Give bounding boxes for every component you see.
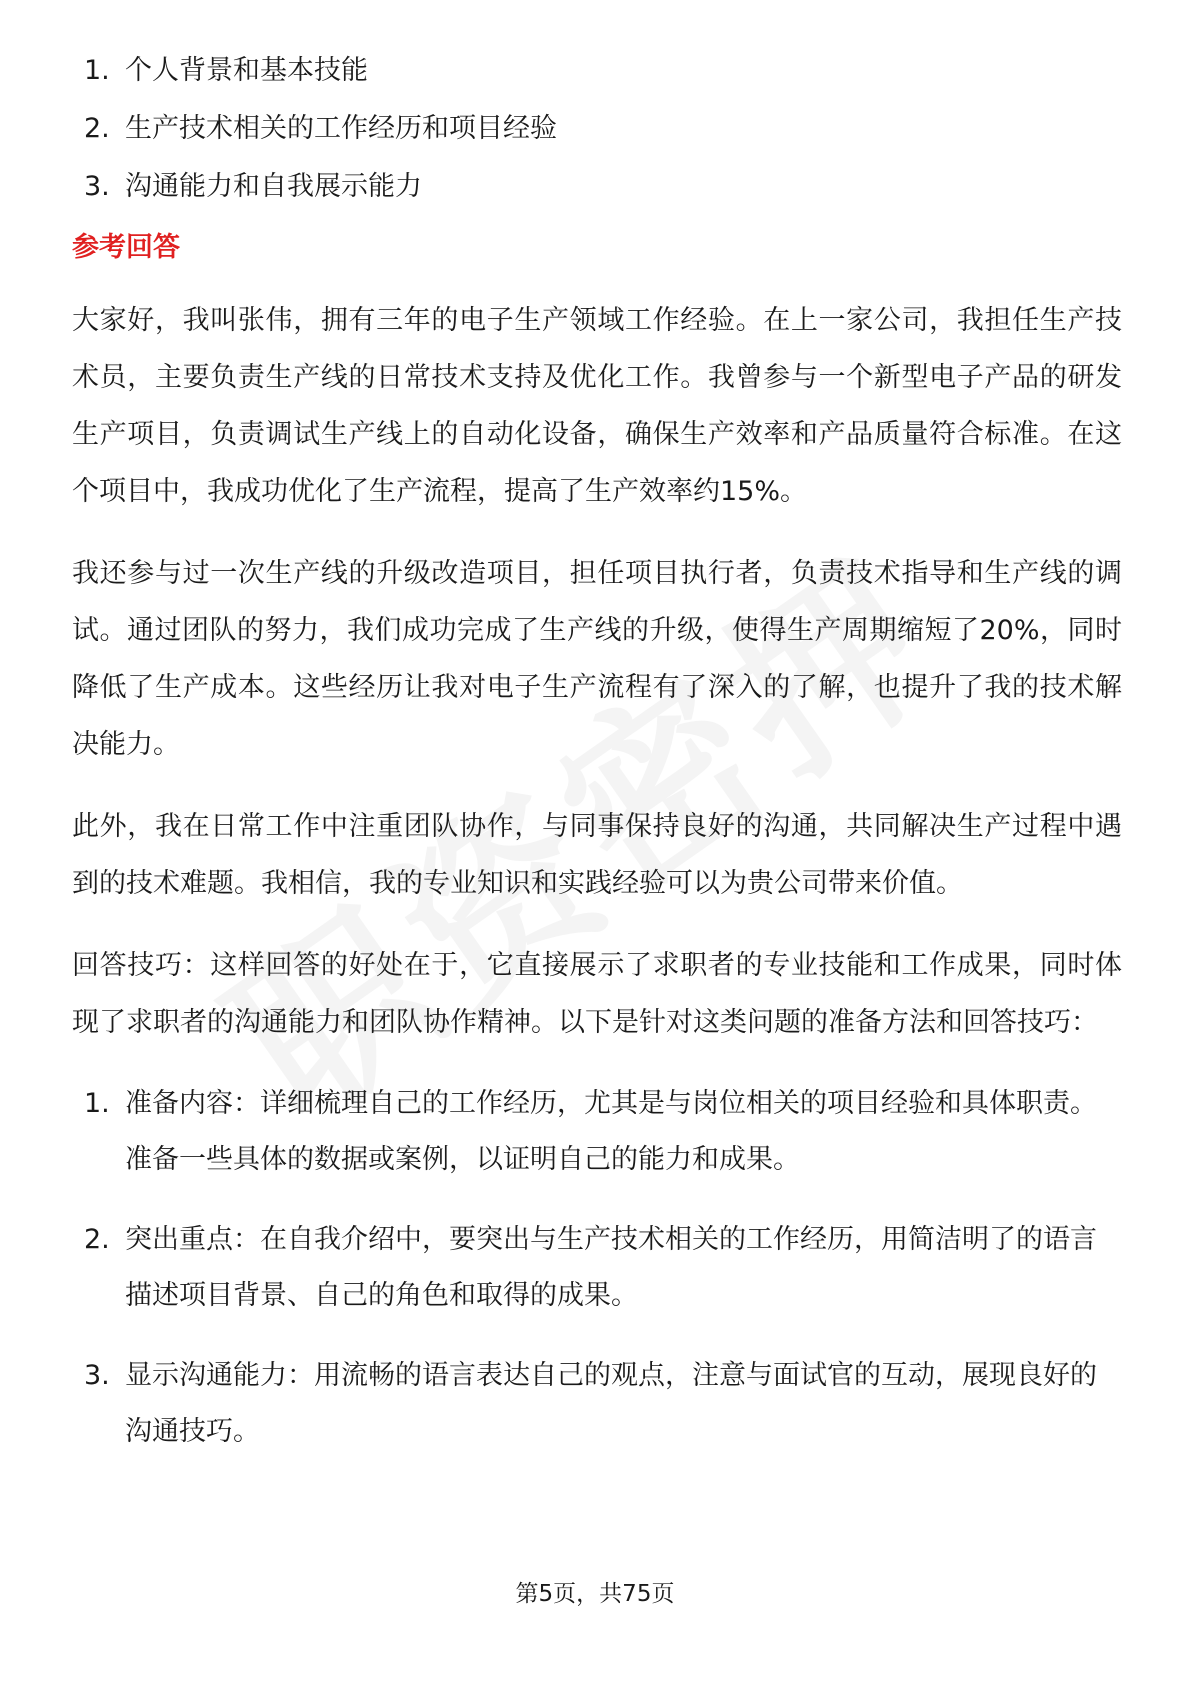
list-text: 显示沟通能力：用流畅的语言表达自己的观点，注意与面试官的互动，展现良好的沟通技巧。 (125, 1360, 1097, 1447)
list-number: 1. (84, 55, 110, 86)
list-number: 2. (84, 1224, 110, 1255)
list-text: 沟通能力和自我展示能力 (125, 171, 422, 202)
answer-paragraph: 大家好，我叫张伟，拥有三年的电子生产领域工作经验。在上一家公司，我担任生产技术员，主要负责生产线的日常技术支持及优化工作。我曾参与一个新型电子产品的研发生产项目，负责调试生产线上的自动化设备，确保生产效率和产品质量符合标准。在这个项目中，我成功优化了生产流程，提高了生产效率约15%。 (72, 305, 1122, 507)
list-item (72, 1348, 1122, 1460)
list-number: 1. (84, 1088, 110, 1119)
section-heading: 参考回答 (72, 232, 180, 263)
list-number: 3. (84, 171, 110, 202)
topic-list (72, 56, 1122, 202)
list-text: 突出重点：在自我介绍中，要突出与生产技术相关的工作经历，用简洁明了的语言描述项目背景、自己的角色和取得的成果。 (125, 1224, 1097, 1311)
answer-paragraph: 我还参与过一次生产线的升级改造项目，担任项目执行者，负责技术指导和生产线的调试。通过团队的努力，我们成功完成了生产线的升级，使得生产周期缩短了20%，同时降低了生产成本。这些经历让我对电子生产流程有了深入的了解，也提升了我的技术解决能力。 (72, 558, 1122, 760)
page-footer: 第5页，共75页 (515, 1581, 675, 1607)
list-number: 3. (84, 1360, 110, 1391)
answer-paragraph: 此外，我在日常工作中注重团队协作，与同事保持良好的沟通，共同解决生产过程中遇到的技术难题。我相信，我的专业知识和实践经验可以为贵公司带来价值。 (72, 811, 1122, 899)
tips-intro-paragraph: 回答技巧：这样回答的好处在于，它直接展示了求职者的专业技能和工作成果，同时体现了求职者的沟通能力和团队协作精神。以下是针对这类问题的准备方法和回答技巧： (72, 950, 1122, 1038)
list-text: 准备内容：详细梳理自己的工作经历，尤其是与岗位相关的项目经验和具体职责。准备一些具体的数据或案例，以证明自己的能力和成果。 (125, 1088, 1097, 1175)
list-item (72, 172, 1122, 202)
list-item (72, 114, 1122, 144)
list-item (72, 1212, 1122, 1324)
list-item (72, 56, 1122, 86)
list-text: 个人背景和基本技能 (125, 55, 368, 86)
list-number: 2. (84, 113, 110, 144)
tips-list (72, 1076, 1122, 1460)
page-content (72, 56, 1122, 1484)
list-item (72, 1076, 1122, 1188)
list-text: 生产技术相关的工作经历和项目经验 (125, 113, 557, 144)
